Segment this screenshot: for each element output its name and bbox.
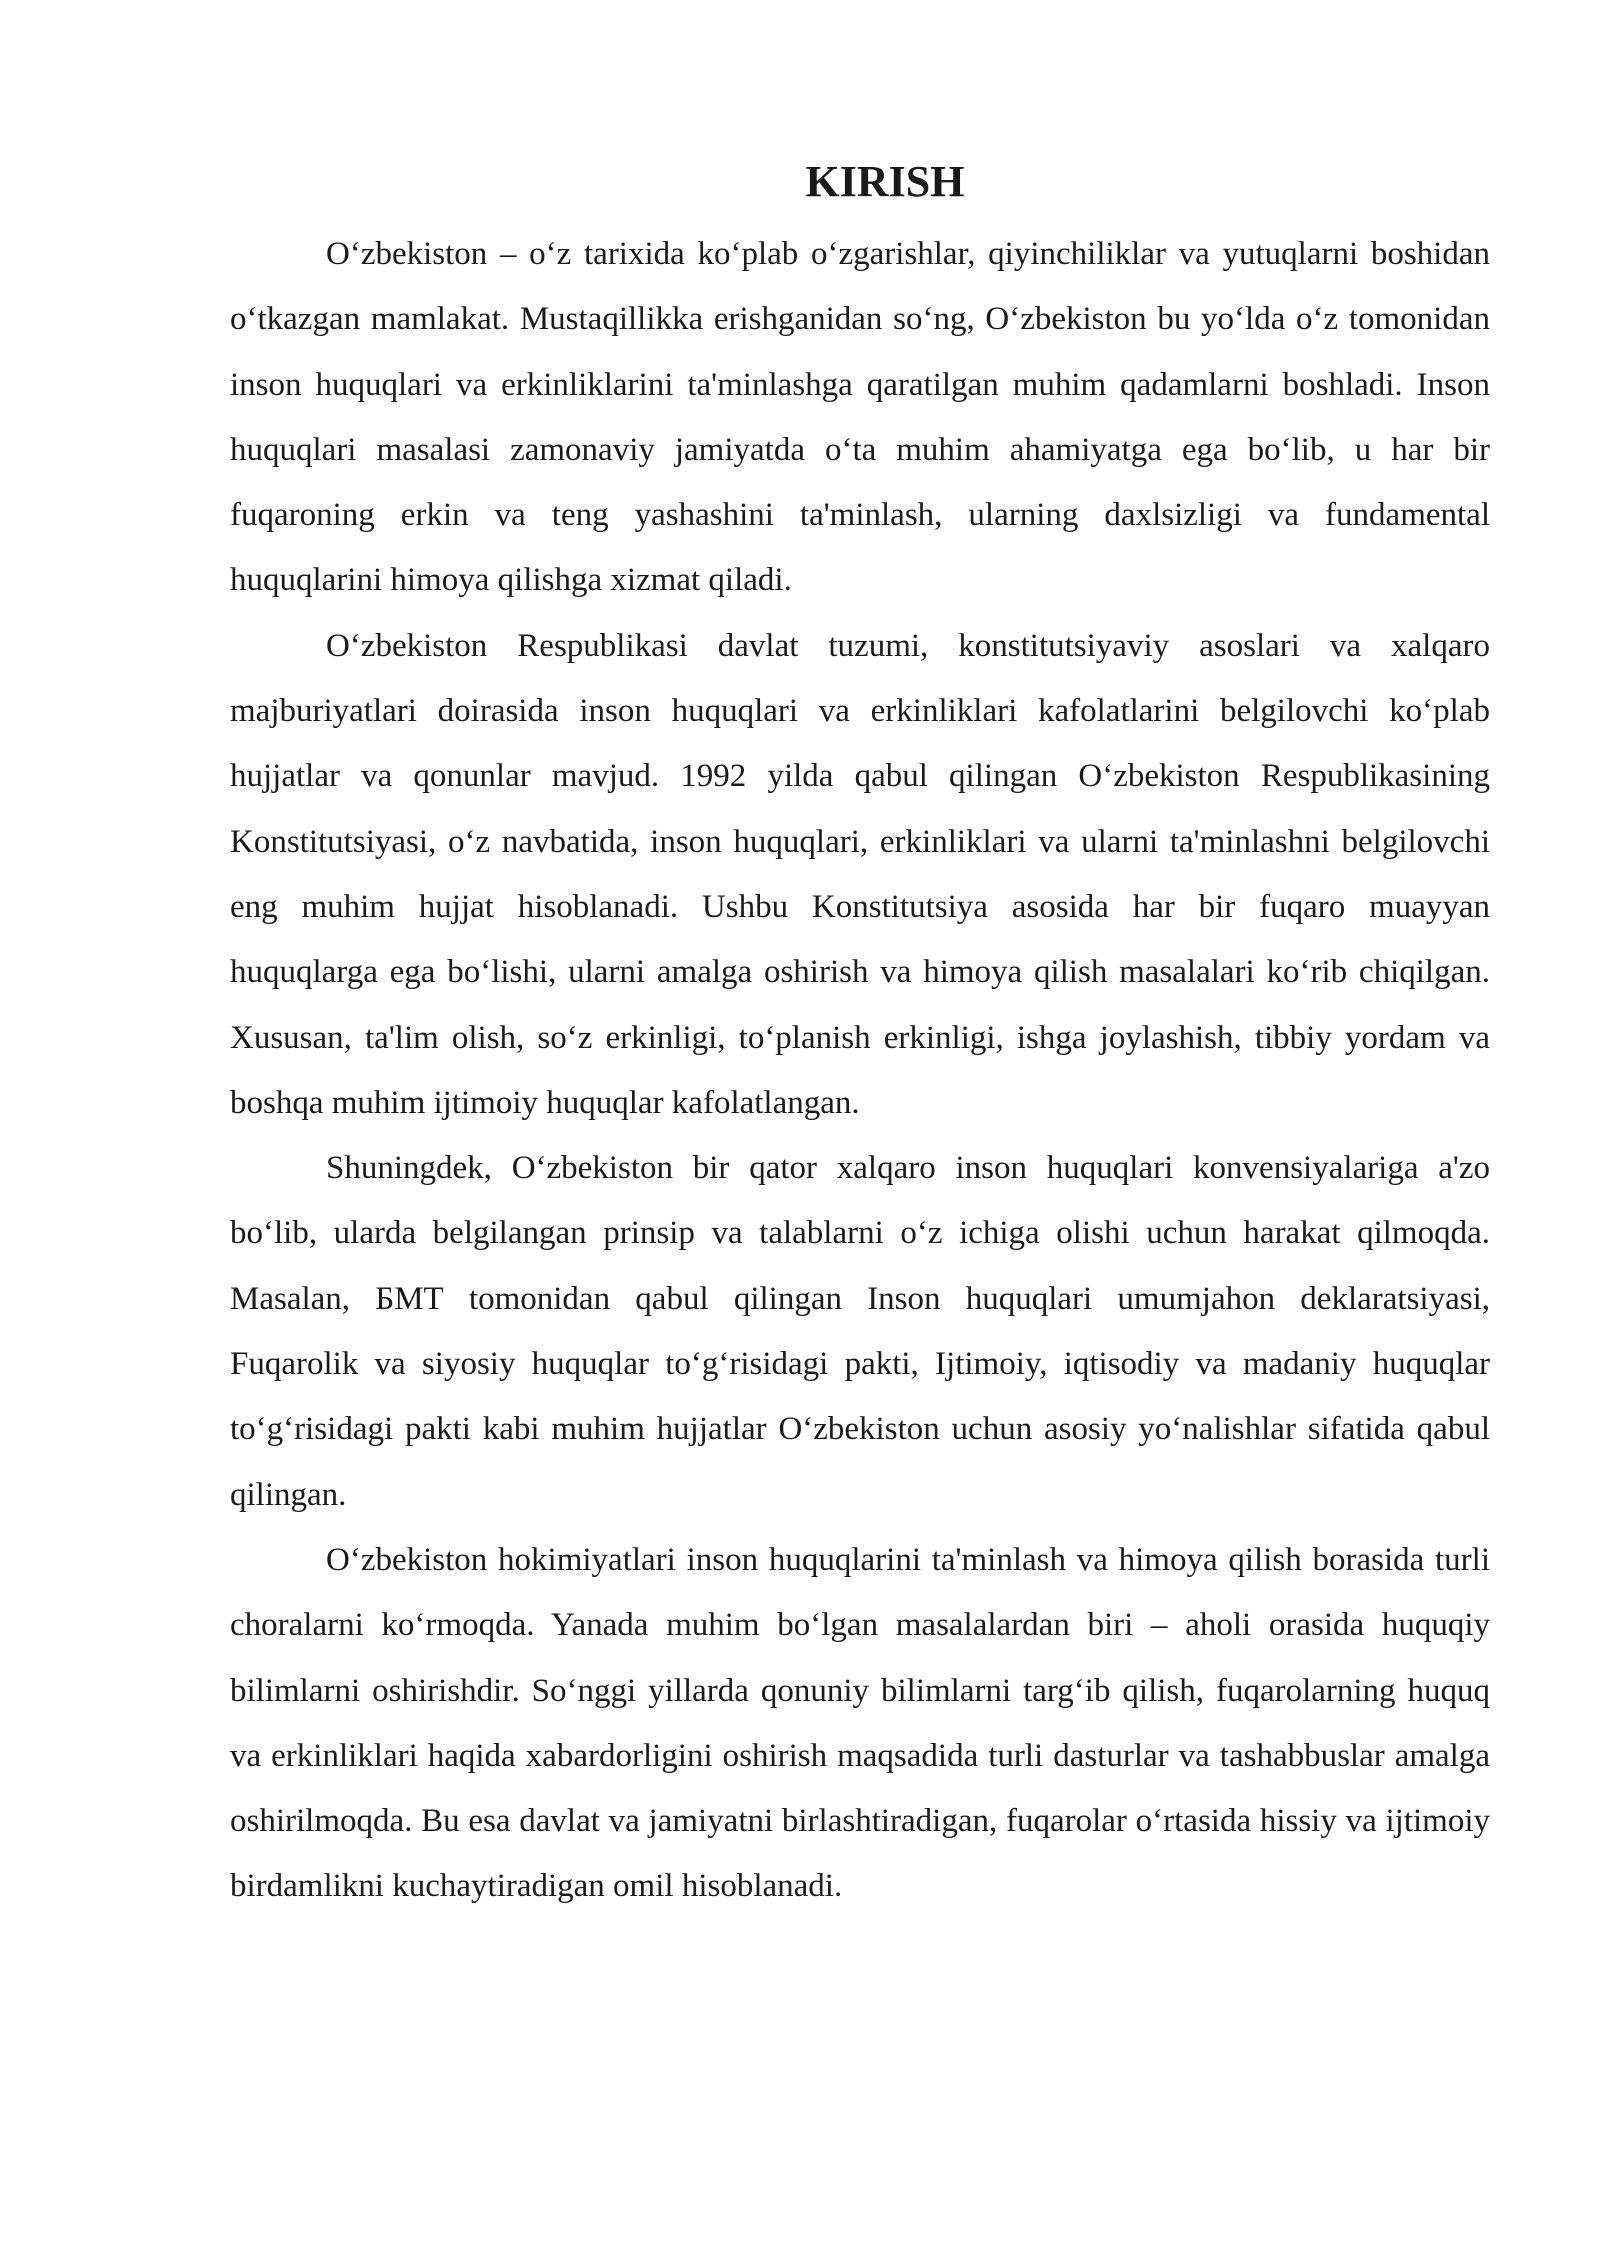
paragraph-2: O‘zbekiston Respublikasi davlat tuzumi, konstitutsiyaviy asoslari va xalqaro majburiyatlari doirasida inson huquqlari va erkinliklari kafolatlarini belgilovchi ko‘plab hujjatlar va qonunlar mavjud. 1992 yilda qabul qilingan O‘zbekiston Respublikasining Konstitutsiyasi, o‘z navbatida, inson huquqlari, erkinliklari va ularni ta'minlashni belgilovchi eng muhim hujjat hisoblanadi. Ushbu Konstitutsiya asosida har bir fuqaro muayyan huquqlarga ega bo‘lishi, ularni amalga oshirish va himoya qilish masalalari ko‘rib chiqilgan. Xususan, ta'lim olish, so‘z erkinligi, to‘planish erkinligi, ishga joylashish, tibbiy yordam va boshqa muhim ijtimoiy huquqlar kafolatlangan. xyxy=(230,627,1490,1121)
paragraph-3: Shuningdek, O‘zbekiston bir qator xalqaro inson huquqlari konvensiyalariga a'zo bo‘lib, ularda belgilangan prinsip va talablarni o‘z ichiga olishi uchun harakat qilmoqda. Masalan, БМТ tomonidan qabul qilingan Inson huquqlari umumjahon deklaratsiyasi, Fuqarolik va siyosiy huquqlar to‘g‘risidagi pakti, Ijtimoiy, iqtisodiy va madaniy huquqlar to‘g‘risidagi pakti kabi muhim hujjatlar O‘zbekiston uchun asosiy yo‘nalishlar sifatida qabul qilingan. xyxy=(230,1150,1490,1513)
paragraph-4: O‘zbekiston hokimiyatlari inson huquqlarini ta'minlash va himoya qilish borasida turli choralarni ko‘rmoqda. Yanada muhim bo‘lgan masalalardan biri – aholi orasida huquqiy bilimlarni oshirishdir. So‘nggi yillarda qonuniy bilimlarni targ‘ib qilish, fuqarolarning huquq va erkinliklari haqida xabardorligini oshirish maqsadida turli dasturlar va tashabbuslar amalga oshirilmoqda. Bu esa davlat va jamiyatni birlashtiradigan, fuqarolar o‘rtasida hissiy va ijtimoiy birdamlikni kuchaytiradigan omil hisoblanadi. xyxy=(230,1541,1490,1905)
document-page xyxy=(230,150,1490,1920)
paragraph-1: O‘zbekiston – o‘z tarixida ko‘plab o‘zgarishlar, qiyinchiliklar va yutuqlarni boshidan o‘tkazgan mamlakat. Mustaqillikka erishganidan so‘ng, O‘zbekiston bu yo‘lda o‘z tomonidan inson huquqlari va erkinliklarini ta'minlashga qaratilgan muhim qadamlarni boshladi. Inson huquqlari masalasi zamonaviy jamiyatda o‘ta muhim ahamiyatga ega bo‘lib, u har bir fuqaroning erkin va teng yashashini ta'minlash, ularning daxlsizligi va fundamental huquqlarini himoya qilishga xizmat qiladi. xyxy=(230,236,1490,599)
page-title: KIRISH xyxy=(805,157,965,206)
